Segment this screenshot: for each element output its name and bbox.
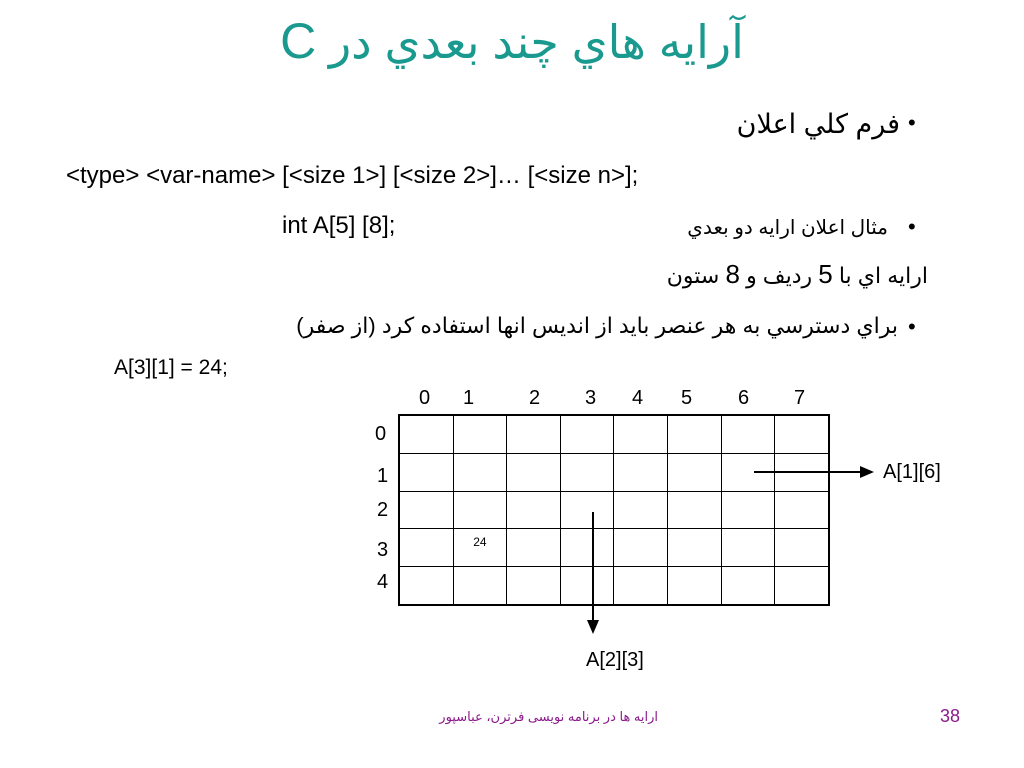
grid-cell <box>560 567 614 605</box>
grid-cell <box>399 453 453 491</box>
col-header-7: 7 <box>794 387 806 409</box>
grid-cell <box>721 491 775 529</box>
title-text: آرايه هاي چند بعدي در <box>328 16 744 68</box>
grid-cell <box>721 529 775 567</box>
bullet-declaration-form <box>737 106 900 142</box>
grid-cell <box>614 453 668 491</box>
grid-cell <box>453 415 507 453</box>
grid-cell <box>668 529 722 567</box>
grid-cell <box>453 453 507 491</box>
col-header-4: 4 <box>632 387 644 409</box>
example-description <box>667 258 928 292</box>
title-c-letter: C <box>280 13 317 69</box>
desc-rows: 5 <box>818 259 833 289</box>
grid-cell <box>453 491 507 529</box>
grid-cell-filled <box>453 529 507 567</box>
bullet-access-rule <box>296 310 898 342</box>
footer-text: ارايه ها در برنامه نويسی فرترن، عباسپور <box>439 709 658 724</box>
col-header-3: 3 <box>585 387 597 409</box>
grid-cell <box>507 529 561 567</box>
row-header-1: 1 <box>377 465 389 487</box>
desc-prefix: ارايه اي با <box>838 263 928 288</box>
grid-cell <box>507 453 561 491</box>
grid-cell <box>775 453 829 491</box>
bullet-example-declaration <box>687 216 888 240</box>
row-header-2: 2 <box>377 499 389 521</box>
grid-cell <box>721 415 775 453</box>
grid-cell <box>399 491 453 529</box>
arrow-label-right: A[1][6] <box>883 461 941 483</box>
grid-cell <box>399 415 453 453</box>
grid-cell <box>775 491 829 529</box>
array-grid <box>398 414 830 606</box>
grid-cell <box>614 567 668 605</box>
page-title <box>0 8 1024 75</box>
grid-cell <box>507 567 561 605</box>
syntax-line: <type> <var-name> [<size 1>] [<size 2>]… [<size n>]; <box>66 162 639 189</box>
col-header-5: 5 <box>681 387 693 409</box>
bullet-text-2: مثال اعلان ارايه دو بعدي <box>687 217 888 239</box>
grid-cell <box>507 491 561 529</box>
bullet-dot-3: • <box>908 314 916 339</box>
grid-cell <box>614 529 668 567</box>
grid-cell <box>721 567 775 605</box>
col-header-0: 0 <box>419 387 431 409</box>
grid-cell <box>399 529 453 567</box>
grid-cell <box>560 491 614 529</box>
grid-cell-value: 24 <box>473 535 487 550</box>
bullet-dot-2: • <box>908 214 916 239</box>
example-code: int A[5] [8]; <box>282 212 396 239</box>
grid-cell <box>721 453 775 491</box>
grid-cell <box>668 491 722 529</box>
grid-cell <box>668 567 722 605</box>
grid-cell <box>560 529 614 567</box>
row-header-3: 3 <box>377 539 389 561</box>
desc-suffix: ستون <box>666 263 720 288</box>
bullet-text-3: براي دسترسي به هر عنصر بايد از انديس انها استفاده كرد (از صفر) <box>296 313 898 338</box>
page-number: 38 <box>940 706 961 726</box>
grid-cell <box>775 529 829 567</box>
grid-cell <box>614 491 668 529</box>
row-header-4: 4 <box>377 571 389 593</box>
grid-cell <box>560 453 614 491</box>
desc-middle: رديف و <box>746 263 813 288</box>
grid-cell <box>614 415 668 453</box>
grid-cell <box>399 567 453 605</box>
grid-cell <box>668 453 722 491</box>
arrow-label-down: A[2][3] <box>586 649 644 671</box>
grid-cell <box>560 415 614 453</box>
grid-cell <box>668 415 722 453</box>
bullet-text-1: فرم كلي اعلان <box>736 109 900 139</box>
desc-cols: 8 <box>725 259 740 289</box>
access-example: A[3][1] = 24; <box>114 356 228 379</box>
grid-cell <box>775 567 829 605</box>
row-header-0: 0 <box>375 423 387 445</box>
grid-cell <box>775 415 829 453</box>
grid-row-1 <box>399 453 829 491</box>
grid-row-3 <box>399 529 829 567</box>
grid-row-0 <box>399 415 829 453</box>
grid-cell <box>453 567 507 605</box>
col-header-1: 1 <box>463 387 475 409</box>
bullet-dot-1: • <box>908 110 916 135</box>
col-header-6: 6 <box>738 387 750 409</box>
col-header-2: 2 <box>529 387 541 409</box>
grid-row-2 <box>399 491 829 529</box>
grid-cell <box>507 415 561 453</box>
grid-row-4 <box>399 567 829 605</box>
